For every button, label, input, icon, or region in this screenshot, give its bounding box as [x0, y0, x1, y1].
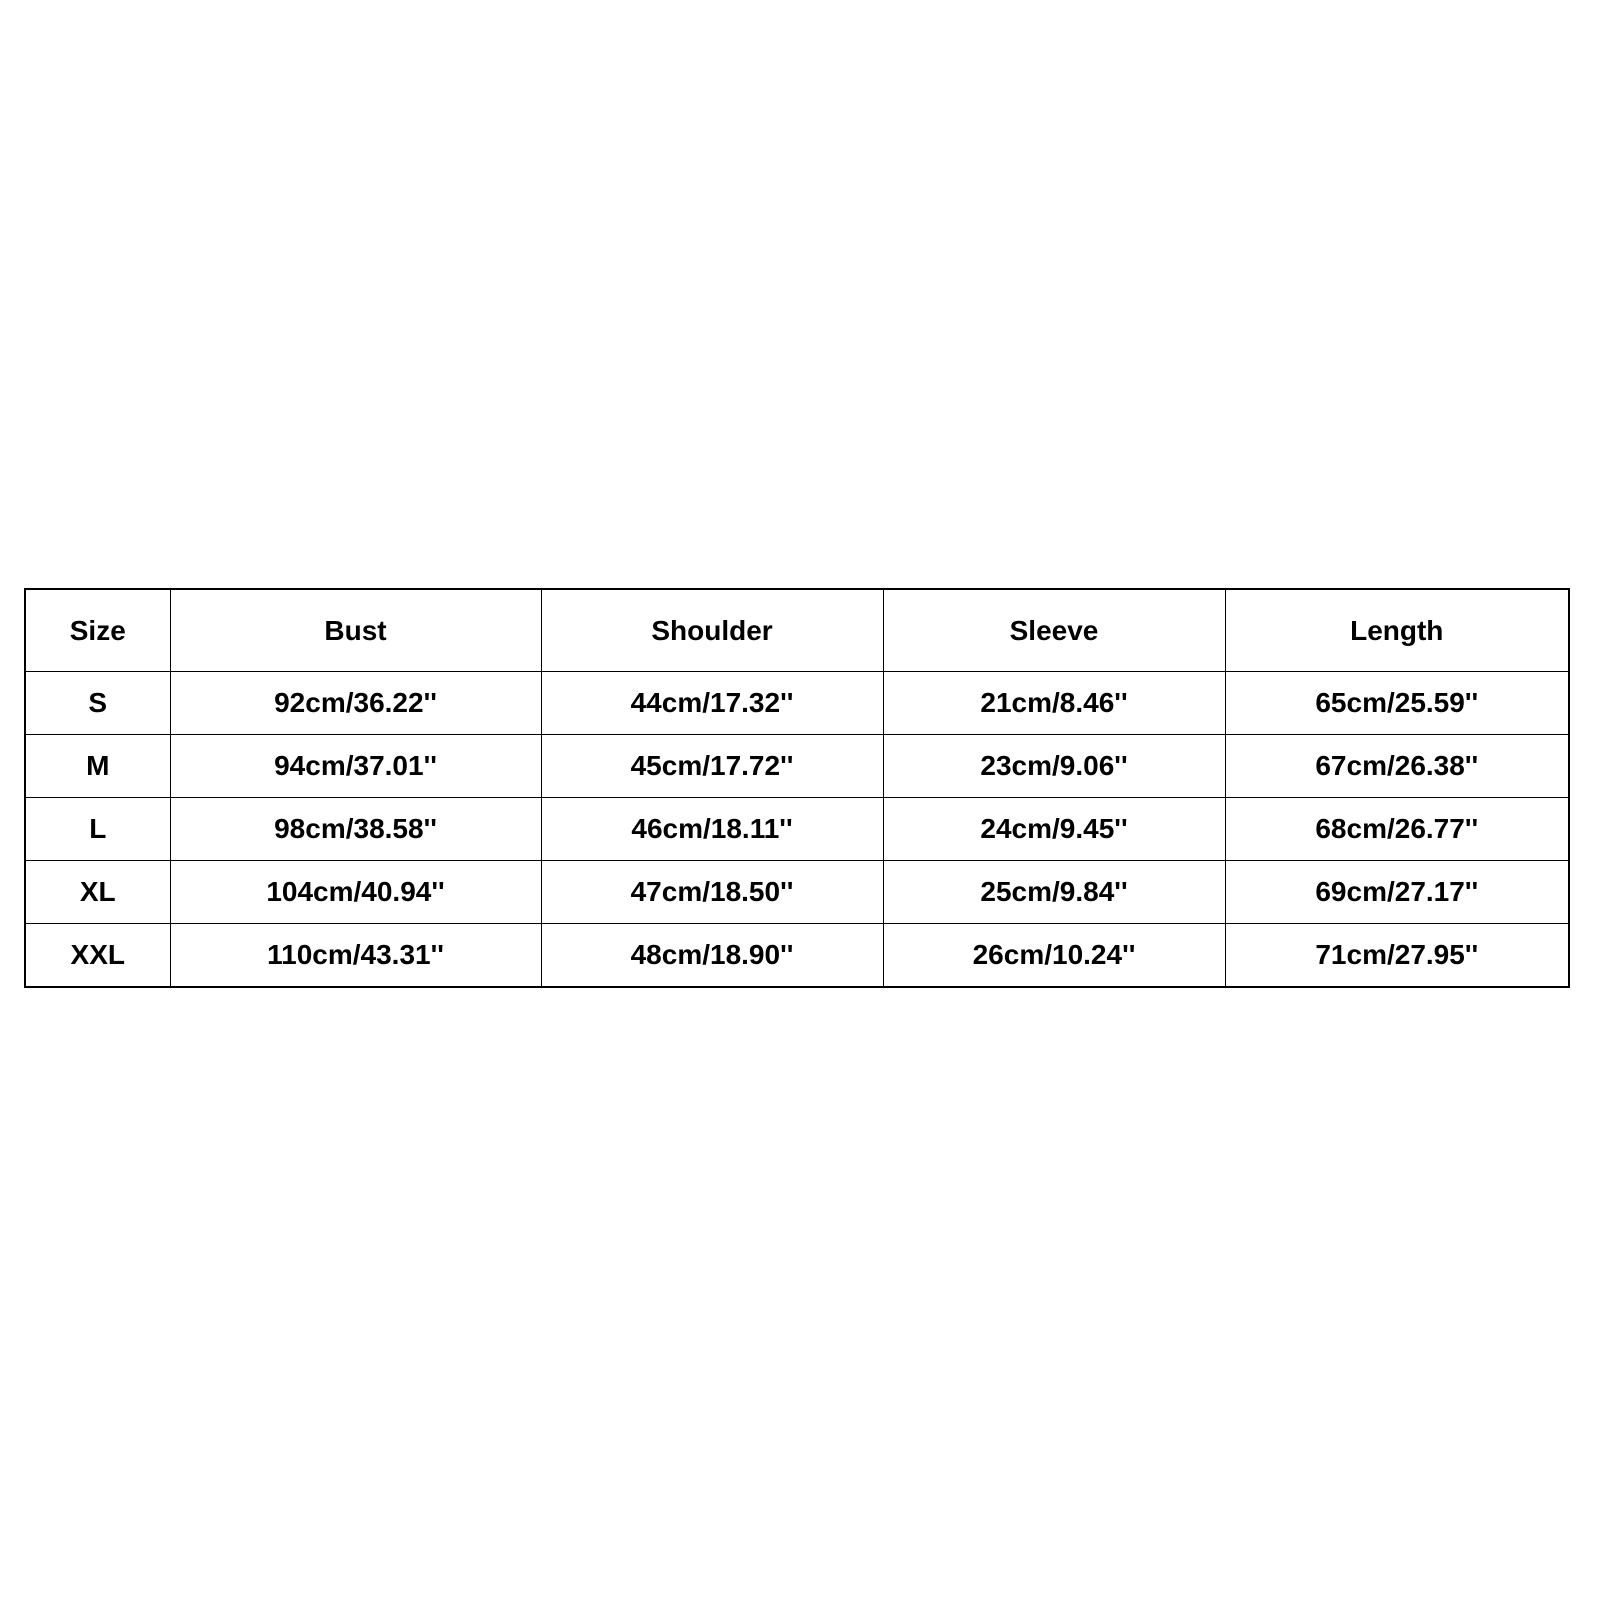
header-bust: Bust [170, 589, 541, 672]
table-header [25, 589, 1569, 672]
cell-sleeve: 24cm/9.45'' [883, 798, 1225, 861]
cell-size: L [25, 798, 170, 861]
cell-size: XL [25, 861, 170, 924]
table-row [25, 735, 1569, 798]
table-row [25, 861, 1569, 924]
size-chart-table [24, 588, 1570, 988]
cell-bust: 92cm/36.22'' [170, 672, 541, 735]
cell-sleeve: 26cm/10.24'' [883, 924, 1225, 988]
cell-shoulder: 48cm/18.90'' [541, 924, 883, 988]
cell-bust: 110cm/43.31'' [170, 924, 541, 988]
cell-length: 69cm/27.17'' [1225, 861, 1569, 924]
cell-size: M [25, 735, 170, 798]
cell-sleeve: 25cm/9.84'' [883, 861, 1225, 924]
cell-shoulder: 44cm/17.32'' [541, 672, 883, 735]
header-length: Length [1225, 589, 1569, 672]
table-row [25, 798, 1569, 861]
table-row [25, 924, 1569, 988]
cell-size: XXL [25, 924, 170, 988]
cell-length: 68cm/26.77'' [1225, 798, 1569, 861]
cell-shoulder: 45cm/17.72'' [541, 735, 883, 798]
header-row [25, 589, 1569, 672]
header-sleeve: Sleeve [883, 589, 1225, 672]
table-row [25, 672, 1569, 735]
cell-shoulder: 47cm/18.50'' [541, 861, 883, 924]
header-size: Size [25, 589, 170, 672]
cell-length: 67cm/26.38'' [1225, 735, 1569, 798]
table-body [25, 672, 1569, 988]
cell-bust: 94cm/37.01'' [170, 735, 541, 798]
cell-sleeve: 21cm/8.46'' [883, 672, 1225, 735]
cell-bust: 104cm/40.94'' [170, 861, 541, 924]
header-shoulder: Shoulder [541, 589, 883, 672]
cell-shoulder: 46cm/18.11'' [541, 798, 883, 861]
cell-length: 71cm/27.95'' [1225, 924, 1569, 988]
cell-sleeve: 23cm/9.06'' [883, 735, 1225, 798]
cell-size: S [25, 672, 170, 735]
cell-length: 65cm/25.59'' [1225, 672, 1569, 735]
cell-bust: 98cm/38.58'' [170, 798, 541, 861]
